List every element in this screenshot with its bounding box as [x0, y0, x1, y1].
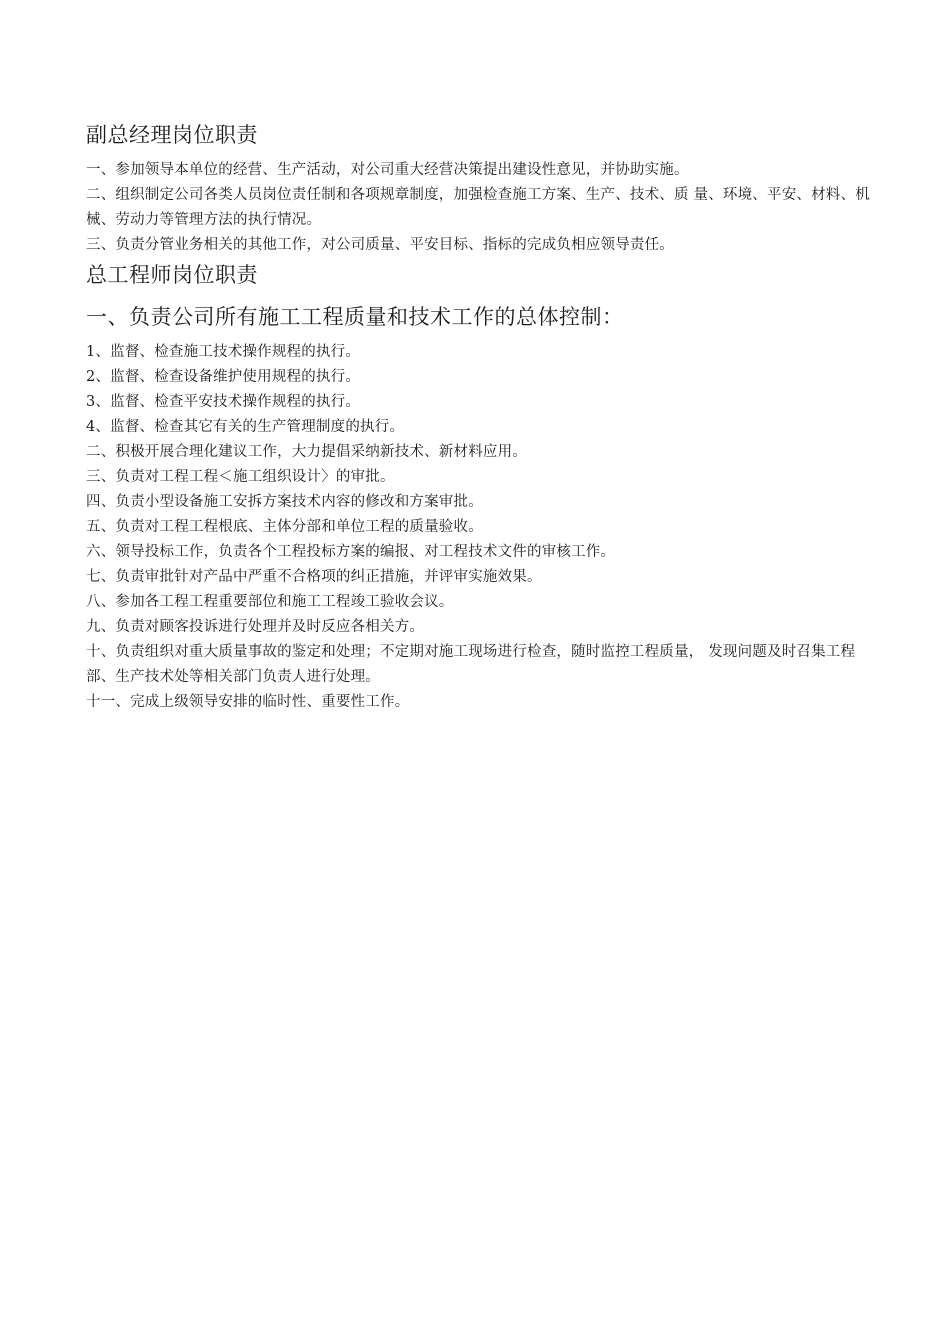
paragraph: 一、参加领导本单位的经营、生产活动，对公司重大经营决策提出建设性意见，并协助实施。: [86, 162, 689, 178]
paragraph: 五、负责对工程工程根底、主体分部和单位工程的质量验收。: [86, 519, 483, 535]
section-body-deputy-gm: [86, 158, 876, 258]
section-title-chief-engineer: 总工程师岗位职责: [86, 263, 258, 287]
paragraph: 3、监督、检查平安技术操作规程的执行。: [86, 394, 361, 410]
paragraph: 2、监督、检查设备维护使用规程的执行。: [86, 369, 361, 385]
section-subtitle-chief-engineer: 一、负责公司所有施工工程质量和技术工作的总体控制：: [86, 305, 624, 329]
paragraph: 4、监督、检查其它有关的生产管理制度的执行。: [86, 419, 405, 435]
paragraph: 九、负责对顾客投诉进行处理并及时反应各相关方。: [86, 619, 425, 635]
paragraph: 二、组织制定公司各类人员岗位责任制和各项规章制度，加强检查施工方案、生产、技术、质 量、环境、平安、材料、机械、劳动力等管理方法的执行情况。: [86, 187, 870, 228]
section-body-chief-engineer: [86, 340, 876, 715]
paragraph: 十一、完成上级领导安排的临时性、重要性工作。: [86, 694, 410, 710]
document-page: [86, 118, 876, 715]
paragraph: 十、负责组织对重大质量事故的鉴定和处理；不定期对施工现场进行检查，随时监控工程质量， 发现问题及时召集工程部、生产技术处等相关部门负责人进行处理。: [86, 644, 856, 685]
paragraph: 四、负责小型设备施工安拆方案技术内容的修改和方案审批。: [86, 494, 483, 510]
paragraph: 三、负责对工程工程＜施工组织设计〉的审批。: [86, 469, 395, 485]
paragraph: 八、参加各工程工程重要部位和施工工程竣工验收会议。: [86, 594, 454, 610]
section-title-deputy-gm: 副总经理岗位职责: [86, 123, 258, 147]
paragraph: 二、积极开展合理化建议工作，大力提倡采纳新技术、新材料应用。: [86, 444, 527, 460]
paragraph: 六、领导投标工作，负责各个工程投标方案的编报、对工程技术文件的审核工作。: [86, 544, 616, 560]
paragraph: 1、监督、检查施工技术操作规程的执行。: [86, 344, 361, 360]
paragraph: 三、负责分管业务相关的其他工作，对公司质量、平安目标、指标的完成负相应领导责任。: [86, 237, 674, 253]
paragraph: 七、负责审批针对产品中严重不合格项的纠正措施，并评审实施效果。: [86, 569, 542, 585]
